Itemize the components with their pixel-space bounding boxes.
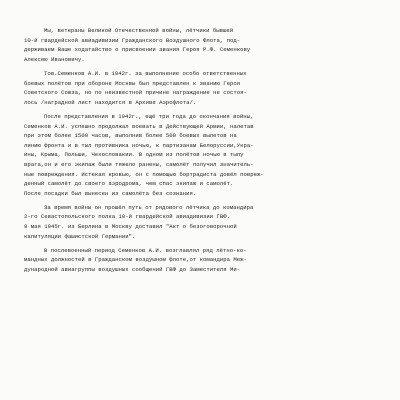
text-line: капитуляции фашистской Германии". [24,232,136,240]
text-line: боевых полётов при обороне Москвы был представлен к званию Героя [24,79,241,87]
text-line: врага,он и его экипаж были тяжело ранены, самолёт получил значитель- [24,160,254,168]
text-line: мандных должностей в Гражданском воздушном флоте,от командира Меж- [24,256,247,264]
text-line: После представления в 1942г., ещё три года до окончания войны, [44,112,254,120]
text-line: денный самолёт до своего аэродрома, чем спас экипаж и самолёт. [24,180,234,188]
text-line: Советского Союза, но по неизвестной причине награждение не состоя- [24,89,247,97]
text-line: 2-го Севастопольского полка 10-й гвардейской авиадивизии ГВФ. [24,213,230,221]
text-line: После посадки был вынесен из самолёта без сознания. [24,189,197,197]
text-line: В послевоенный период Семенков А.И. возглавлял ряд лётно-ко- [44,246,247,254]
text-line: при этом более 1500 часов, выполнив более 500 боевых вылетов на [24,132,237,140]
text-line: лось /наградной лист находится в Архиве Аэрофлота/. [24,98,197,106]
text-line: Семенков А.И. успешно продолжал воевать в Действующей Армии, налетав [24,122,254,130]
text-line: ные повреждения. Истекая кровью, он с помощью бортрадиста довёл повреж- [24,170,264,178]
text-line: линию фронта и в тыл противника ночью, к партизанам Белоруссии,Укра- [24,141,254,149]
text-line: держиваем Ваше ходатайство о присвоении звания Героя Р.Ф. Семенкову [24,46,251,54]
text-line: Алексею Ивановичу. [24,55,85,63]
letter-body [24,26,386,275]
text-line: 10-й гвардейской авиадивизии Гражданского Воздушного Флота, под- [24,36,241,44]
text-line: дународной авиагруппы воздушных сообщений ГВФ до Заместителя Ми- [24,266,241,274]
text-line: 9 мая 1945г. из Берлина в Москву доставил "Акт о безоговорочной [24,223,237,231]
text-line: ины, Крыма, Польши, Чехословакии. В одном из полётов ночью в тылу [24,151,244,159]
text-line: Тов.Семенков А.И. в 1942г. за выполнение особо ответственных [44,69,247,77]
text-line: За время войны он прошёл путь от рядового лётчика до командира [44,203,254,211]
text-line: Мы, ветераны Великой Отечественной войны, лётчики бывшей [44,27,234,34]
